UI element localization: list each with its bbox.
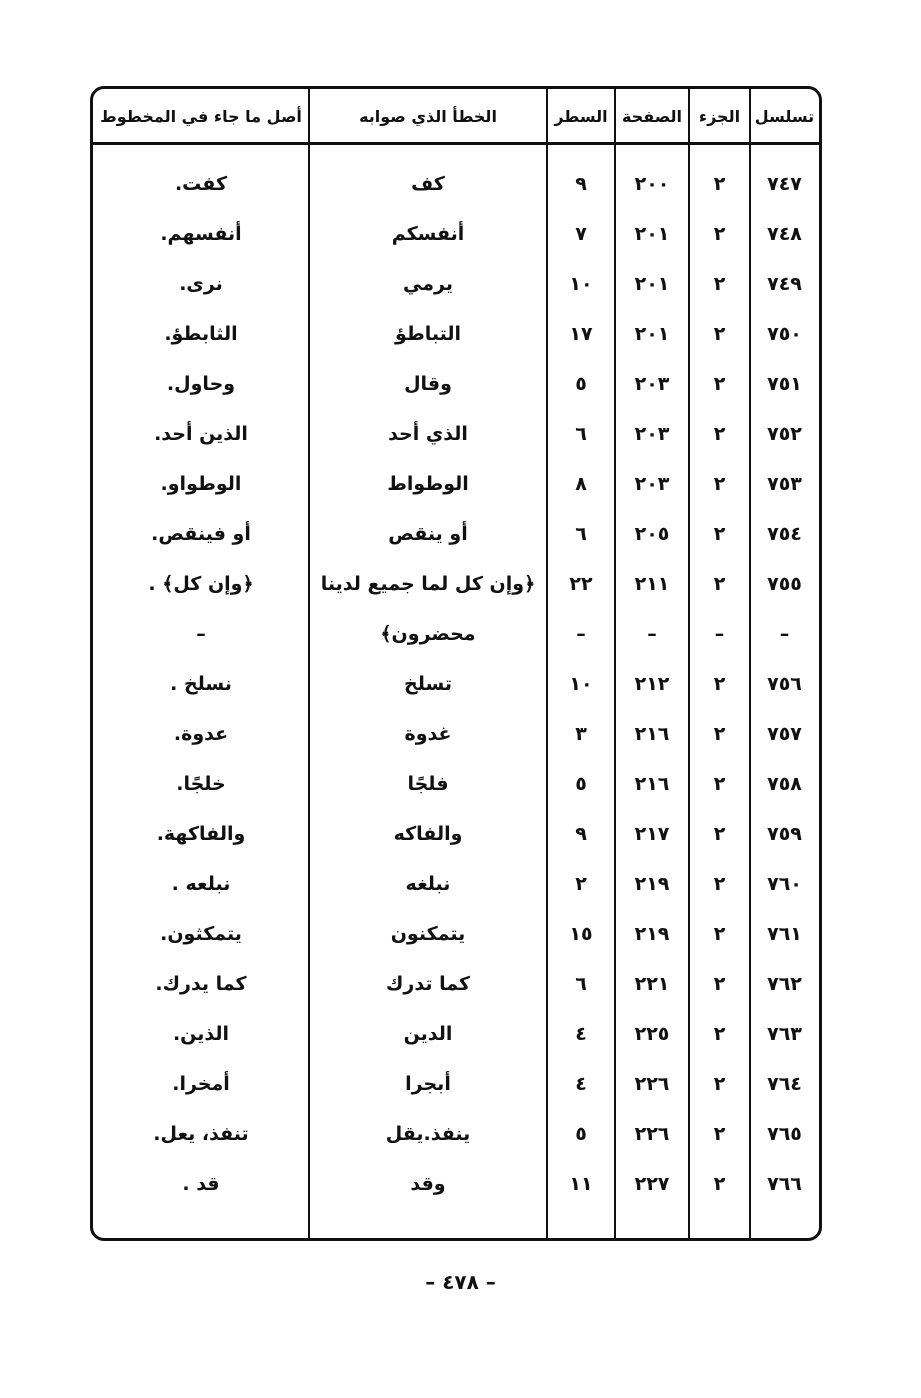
- cell-original: نبلعه .: [171, 873, 231, 895]
- table-header-row: [93, 89, 819, 144]
- cell-original: أو فينقص.: [151, 523, 251, 545]
- cell-correction: وقال: [404, 373, 452, 395]
- cell-original: نسلخ .: [170, 673, 232, 695]
- cell-volume: ٢: [713, 1173, 726, 1195]
- cell-correction: وقد: [410, 1173, 446, 1195]
- table-row: [93, 259, 819, 309]
- cell-correction: غدوة: [404, 723, 452, 745]
- cell-page: ٢٠١: [634, 273, 670, 295]
- cell-serial: ٧٥٣: [767, 473, 802, 495]
- table-row: [93, 309, 819, 359]
- cell-page: –: [647, 623, 657, 645]
- cell-serial: ٧٦٦: [767, 1173, 802, 1195]
- cell-page: ٢١٦: [634, 723, 670, 745]
- cell-serial: ٧٥٢: [767, 423, 802, 445]
- cell-volume: ٢: [713, 273, 726, 295]
- cell-volume: ٢: [713, 323, 726, 345]
- table-row: [93, 859, 819, 909]
- table-row: [93, 959, 819, 1009]
- cell-serial: ٧٤٨: [767, 223, 802, 245]
- cell-original: يتمكثون.: [160, 923, 242, 945]
- cell-volume: ٢: [713, 173, 726, 195]
- table-row: [93, 459, 819, 509]
- cell-volume: ٢: [713, 423, 726, 445]
- header-serial: تسلسل: [754, 107, 815, 126]
- table-row: [93, 909, 819, 959]
- table-row: [93, 159, 819, 209]
- cell-volume: ٢: [713, 1123, 726, 1145]
- cell-line: ٧: [575, 223, 587, 245]
- cell-line: ١٥: [569, 923, 593, 945]
- cell-page: ٢٢٧: [634, 1173, 670, 1195]
- table-row: [93, 559, 819, 609]
- cell-page: ٢١٢: [634, 673, 670, 695]
- cell-volume: ٢: [713, 973, 726, 995]
- cell-volume: ٢: [713, 673, 726, 695]
- cell-line: ٨: [575, 473, 587, 495]
- cell-volume: ٢: [713, 373, 726, 395]
- cell-serial: ٧٦٥: [767, 1123, 802, 1145]
- cell-volume: ٢: [713, 223, 726, 245]
- table-row: [93, 1009, 819, 1059]
- cell-serial: ٧٦١: [767, 923, 802, 945]
- cell-volume: ٢: [713, 923, 726, 945]
- cell-serial: –: [779, 623, 790, 645]
- cell-original: والفاكهة.: [156, 823, 246, 845]
- errata-table: [93, 89, 819, 1209]
- cell-original: خلجًا.: [176, 773, 226, 795]
- cell-correction: يرمي: [403, 273, 453, 295]
- cell-line: ١٠: [569, 273, 593, 295]
- cell-line: –: [576, 623, 586, 645]
- cell-serial: ٧٥١: [767, 373, 802, 395]
- cell-original: الثابطؤ.: [164, 323, 238, 345]
- cell-line: ٣: [575, 723, 587, 745]
- header-volume: الجزء: [698, 107, 741, 126]
- cell-volume: ٢: [713, 1023, 726, 1045]
- table-row: [93, 409, 819, 459]
- cell-original: قد .: [182, 1173, 220, 1195]
- cell-serial: ٧٦٠: [767, 873, 802, 895]
- cell-line: ٦: [575, 973, 587, 995]
- cell-page: ٢١١: [634, 573, 670, 595]
- table-row: [93, 359, 819, 409]
- cell-original: ﴿وإن كل﴾ .: [148, 573, 254, 595]
- cell-correction: التباطؤ: [394, 323, 462, 345]
- header-page: الصفحة: [621, 107, 682, 126]
- cell-page: ٢١٩: [634, 923, 670, 945]
- cell-serial: ٧٦٢: [767, 973, 802, 995]
- table-row: [93, 659, 819, 709]
- page-number: – ٤٧٨ –: [425, 1270, 496, 1294]
- cell-serial: ٧٥٩: [767, 823, 802, 845]
- cell-page: ٢٠١: [634, 223, 670, 245]
- cell-original: الذين أحد.: [154, 423, 248, 445]
- cell-original: وحاول.: [166, 373, 236, 395]
- cell-original: كما يدرك.: [155, 973, 247, 995]
- cell-original: الوطواو.: [160, 473, 242, 495]
- cell-correction: ﴿وإن كل لما جميع لدينا: [320, 573, 536, 595]
- cell-correction: يتمكنون: [390, 923, 466, 945]
- cell-page: ٢٢١: [634, 973, 670, 995]
- cell-correction: الوطواط: [387, 473, 469, 495]
- cell-volume: ٢: [713, 523, 726, 545]
- cell-page: ٢١٩: [634, 873, 670, 895]
- table-row: [93, 809, 819, 859]
- cell-serial: ٧٥٥: [767, 573, 802, 595]
- header-original: أصل ما جاء في المخطوط: [100, 107, 302, 126]
- cell-page: ٢٢٦: [634, 1123, 670, 1145]
- table-row: [93, 609, 819, 659]
- cell-line: ٤: [575, 1073, 587, 1095]
- cell-line: ٢٢: [569, 573, 593, 595]
- cell-correction: الذي أحد: [388, 423, 468, 445]
- cell-page: ٢١٧: [634, 823, 670, 845]
- cell-correction: نبلغه: [405, 873, 451, 895]
- cell-serial: ٧٤٧: [767, 173, 802, 195]
- table-row: [93, 1059, 819, 1109]
- cell-line: ٦: [575, 423, 587, 445]
- cell-correction: أنفسكم: [391, 223, 465, 245]
- cell-line: ٥: [575, 773, 587, 795]
- table-row: [93, 209, 819, 259]
- header-correction: الخطأ الذي صوابه: [359, 107, 497, 126]
- cell-original: نرى.: [179, 273, 223, 295]
- cell-original: الذين.: [172, 1023, 230, 1045]
- cell-original: كفت.: [174, 173, 228, 195]
- cell-line: ٩: [575, 823, 587, 845]
- cell-page: ٢٢٥: [634, 1023, 670, 1045]
- cell-line: ١٧: [569, 323, 593, 345]
- cell-correction: أو ينقص: [388, 523, 468, 545]
- cell-original: أمخرا.: [172, 1073, 230, 1095]
- errata-table-body: [93, 89, 819, 1209]
- cell-correction: أبجرا: [405, 1073, 451, 1095]
- cell-serial: ٧٦٣: [767, 1023, 802, 1045]
- cell-line: ٥: [575, 373, 587, 395]
- cell-line: ١٠: [569, 673, 593, 695]
- cell-serial: ٧٥٨: [767, 773, 802, 795]
- cell-volume: ٢: [713, 573, 726, 595]
- cell-page: ٢٠٣: [634, 473, 670, 495]
- cell-correction: الدين: [403, 1023, 453, 1045]
- cell-serial: ٧٥٤: [767, 523, 802, 545]
- cell-original: أنفسهم.: [160, 223, 242, 245]
- cell-volume: ٢: [713, 723, 726, 745]
- cell-line: ٩: [575, 173, 587, 195]
- cell-serial: ٧٦٤: [767, 1073, 802, 1095]
- cell-volume: ٢: [713, 823, 726, 845]
- table-row: [93, 759, 819, 809]
- cell-correction: فلجًا: [407, 773, 449, 795]
- cell-page: ٢٢٦: [634, 1073, 670, 1095]
- header-spacer: [93, 144, 819, 159]
- cell-volume: –: [714, 623, 725, 645]
- cell-page: ٢٠٣: [634, 373, 670, 395]
- cell-volume: ٢: [713, 773, 726, 795]
- table-row: [93, 709, 819, 759]
- table-row: [93, 1159, 819, 1209]
- cell-correction: والفاكه: [393, 823, 463, 845]
- cell-line: ١١: [569, 1173, 593, 1195]
- cell-page: ٢٠٣: [634, 423, 670, 445]
- cell-page: ٢٠١: [634, 323, 670, 345]
- cell-original: –: [196, 623, 206, 645]
- cell-original: عدوة.: [173, 723, 229, 745]
- cell-volume: ٢: [713, 1073, 726, 1095]
- cell-serial: ٧٥٧: [767, 723, 802, 745]
- cell-page: ٢٠٠: [634, 173, 670, 195]
- cell-correction: كما تدرك: [386, 973, 470, 995]
- cell-serial: ٧٤٩: [767, 273, 802, 295]
- cell-original: تنفذ، يعل.: [153, 1123, 249, 1145]
- cell-page: ٢١٦: [634, 773, 670, 795]
- header-line: السطر: [554, 107, 608, 126]
- table-row: [93, 1109, 819, 1159]
- cell-correction: تسلخ: [404, 673, 452, 695]
- cell-line: ٤: [575, 1023, 587, 1045]
- cell-correction: محضرون﴾: [380, 623, 476, 645]
- cell-line: ٥: [575, 1123, 587, 1145]
- table-row: [93, 509, 819, 559]
- cell-page: ٢٠٥: [634, 523, 670, 545]
- cell-correction: كف: [411, 173, 445, 195]
- cell-serial: ٧٥٠: [767, 323, 802, 345]
- cell-line: ٦: [575, 523, 587, 545]
- cell-line: ٢: [575, 873, 587, 895]
- cell-volume: ٢: [713, 473, 726, 495]
- cell-volume: ٢: [713, 873, 726, 895]
- cell-serial: ٧٥٦: [767, 673, 802, 695]
- cell-correction: ينفذ.يقل: [385, 1123, 471, 1145]
